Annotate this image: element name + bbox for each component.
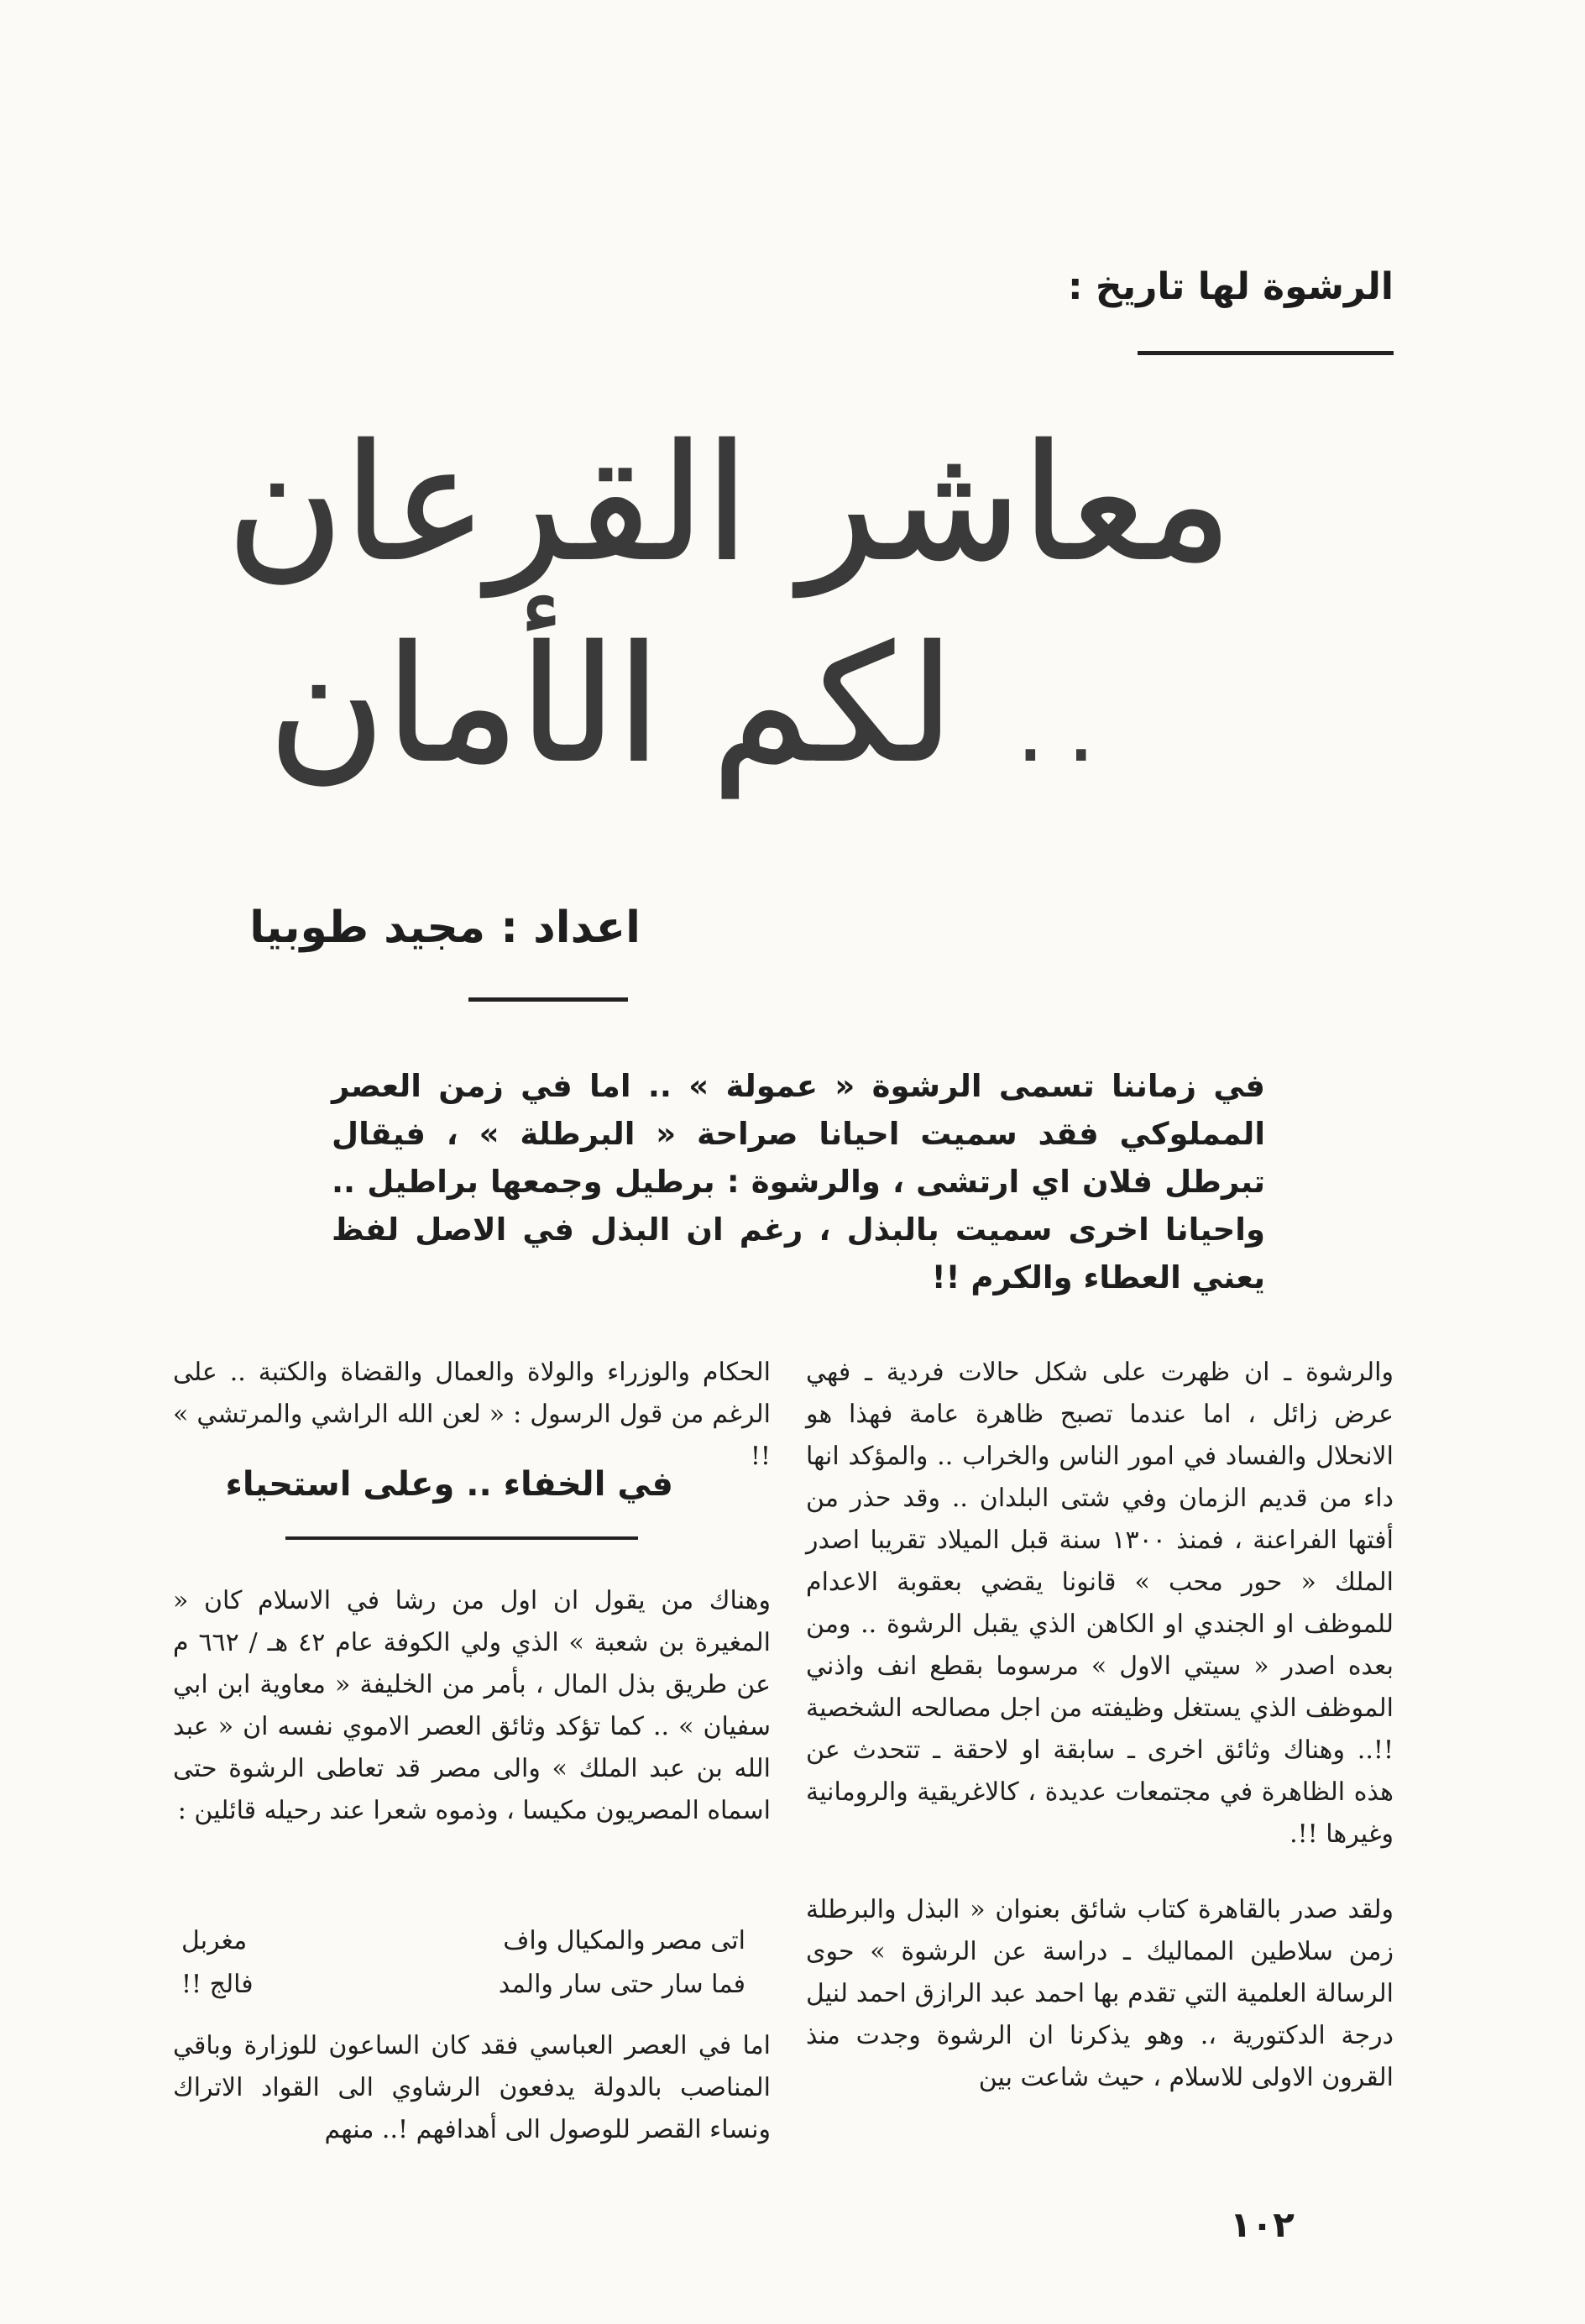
right-column-paragraph-2: ولقد صدر بالقاهرة كتاب شائق بعنوان « البذل والبرطلة زمن سلاطين المماليك ـ دراسة عن الرشوة » حوى الرسالة العلمية التي تقدم بها احمد عبد الرازق احمد لنيل درجة الدكتورية ،. وهو يذكرنا ان الرشوة وجدت منذ القرون الاولى للاسلام ، حيث شاعت بين (806, 1895, 1394, 2092)
poem-line-2 (173, 1963, 771, 2007)
left-column-paragraph-2: اما في العصر العباسي فقد كان الساعون للوزارة وباقي المناصب بالدولة يدفعون الرشاوي الى القواد الاتراك ونساء القصر للوصول الى أهدافهم !.. منهم (173, 2031, 771, 2144)
subheading: في الخفاء .. وعلى استحياء (225, 1465, 673, 1504)
right-column (806, 1352, 1394, 2099)
poem-line-1 (173, 1919, 771, 1963)
page-number: ١٠٢ (1230, 2204, 1295, 2245)
poem-verse (173, 1919, 771, 2007)
headline-line-1: معاشر القرعان (226, 411, 1232, 596)
poem-line-2-first-half: فما سار حتى سار والمد (498, 1970, 745, 1999)
left-column-paragraph-1: وهناك من يقول ان اول من رشا في الاسلام كان « المغيرة بن شعبة » الذي ولي الكوفة عام ٤٢ هـ / ٦٦٢ م عن طريق بذل المال ، بأمر من الخليفة « معاوية ابن ابي سفيان » .. كما تؤكد وثائق العصر الاموي نفسه ان « عبد الله بن عبد الملك » والى مصر قد تعاطى الرشوة حتى اسماه المصريون مكيسا ، وذموه شعرا عند رحيله قائلين : (173, 1586, 771, 1825)
poem-line-1-second-half: مغربل (181, 1926, 248, 1955)
left-column-top-text: الحكام والوزراء والولاة والعمال والقضاة والكتبة .. على الرغم من قول الرسول : « لعن الله الراشي والمرتشي » !! (173, 1358, 771, 1471)
author-byline: اعداد : مجيد طوبيا (249, 903, 641, 953)
section-label-underline (1138, 351, 1394, 355)
right-column-paragraph-1: والرشوة ـ ان ظهرت على شكل حالات فردية ـ فهي عرض زائل ، اما عندما تصبح ظاهرة عامة فهذا هو الانحلال والفساد في امور الناس والخراب .. والمؤكد انها داء من قديم الزمان وفي شتى البلدان .. وقد حذر من أفتها الفراعنة ، فمنذ ١٣٠٠ سنة قبل الميلاد تقريبا اصدر الملك « حور محب » قانونا يقضي بعقوبة الاعدام للموظف او الجندي او الكاهن الذي يقبل الرشوة .. ومن بعده اصدر « سيتي الاول » مرسوما بقطع انف واذني الموظف الذي يستغل وظيفته من اجل مصالحه الشخصية !!.. وهناك وثائق اخرى ـ سابقة او لاحقة ـ تتحدث عن هذه الظاهرة في مجتمعات عديدة ، كالاغريقية والرومانية وغيرها !!. (806, 1358, 1394, 1849)
intro-paragraph: في زماننا تسمى الرشوة « عمولة » .. اما في زمن العصر المملوكي فقد سميت احيانا صراحة « البرطلة » ، فيقال تبرطل فلان اي ارتشى ، والرشوة : برطيل وجمعها براطيل .. واحيانا اخرى سميت بالبذل ، رغم ان البذل في الاصل لفظ يعني العطاء والكرم !! (332, 1068, 1265, 1295)
section-label: الرشوة لها تاريخ : (1067, 265, 1394, 308)
poem-line-1-first-half: اتى مصر والمكيال واف (503, 1926, 745, 1955)
subheading-underline (285, 1536, 638, 1540)
headline-line-2: .. لكم الأمان (268, 612, 1106, 798)
poem-line-2-second-half: فالج !! (181, 1970, 254, 1999)
author-underline (468, 997, 628, 1002)
